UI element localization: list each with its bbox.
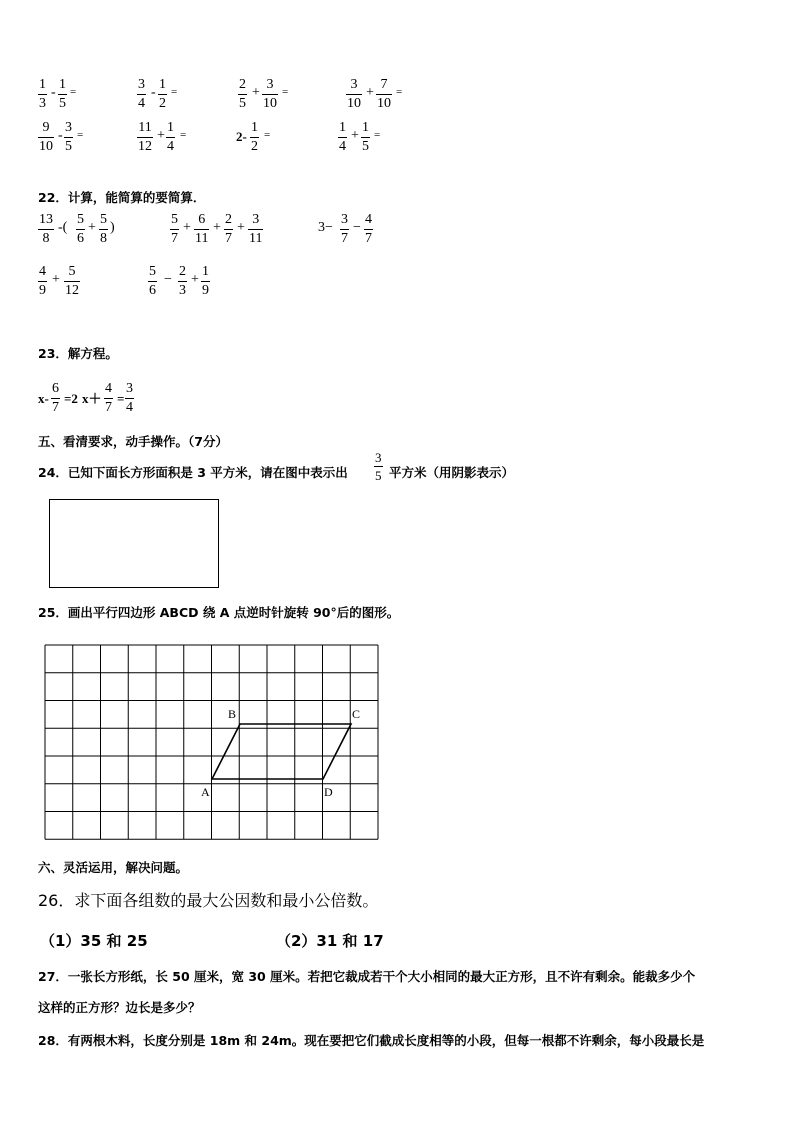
fraction: $\frac{3}{5}$ <box>375 450 382 483</box>
equals: = <box>70 86 77 98</box>
fraction: $\frac{5}{6}$ <box>77 212 84 246</box>
operator: + <box>183 220 191 235</box>
operator: + <box>351 128 359 143</box>
fraction: $\frac{5}{12}$ <box>65 264 79 298</box>
fraction: $\frac{6}{11}$ <box>195 212 209 246</box>
whole-number: 3− <box>318 220 333 235</box>
fraction: $\frac{3}{5}$ <box>65 120 72 154</box>
fraction: $\frac{1}{3}$ <box>39 77 46 111</box>
fraction: $\frac{3}{7}$ <box>341 212 348 246</box>
operator: − <box>164 272 172 287</box>
question-22-title: 22．计算，能简算的要简算． <box>38 190 206 205</box>
fraction: $\frac{3}{4}$ <box>126 381 133 415</box>
whole-number: 2- <box>236 129 247 144</box>
question-27-line-2: 这样的正方形？边长是多少？ <box>38 1000 201 1015</box>
vertex-label-b: B <box>228 707 237 721</box>
operator: + <box>88 220 96 235</box>
operator: + <box>237 220 245 235</box>
equals: = <box>282 86 289 98</box>
operator: − <box>353 220 361 235</box>
operator: + <box>191 272 199 287</box>
fraction: $\frac{1}{9}$ <box>202 264 209 298</box>
fraction: $\frac{3}{10}$ <box>263 77 277 111</box>
fraction: $\frac{5}{7}$ <box>171 212 178 246</box>
vertex-label-a: A <box>201 785 210 799</box>
fraction: $\frac{4}{7}$ <box>105 381 112 415</box>
fraction: $\frac{3}{10}$ <box>347 77 361 111</box>
fraction: $\frac{2}{7}$ <box>225 212 232 246</box>
fraction: $\frac{2}{5}$ <box>239 77 246 111</box>
fraction: $\frac{3}{11}$ <box>249 212 263 246</box>
question-28-line-1: 28．有两根木料，长度分别是 18m 和 24m。现在要把它们截成长度相等的小段，但每一根都不许剩余，每小段最长是 <box>38 1033 705 1048</box>
fraction: $\frac{1}{5}$ <box>59 77 66 111</box>
equals: = <box>396 86 403 98</box>
equation-term: x- <box>38 391 49 406</box>
equation-term: = <box>117 391 125 406</box>
equation-term: x＋ <box>82 391 102 406</box>
question-25-title: 25．画出平行四边形 ABCD 绕 A 点逆时针旋转 90°后的图形。 <box>38 605 400 620</box>
section-6-heading: 六、灵活运用，解决问题。 <box>38 860 189 875</box>
equals: = <box>77 129 84 141</box>
fraction: $\frac{1}{2}$ <box>159 77 166 111</box>
fraction: $\frac{13}{8}$ <box>39 212 53 246</box>
equals: = <box>180 129 187 141</box>
fraction: $\frac{5}{6}$ <box>149 264 156 298</box>
operator: + <box>252 85 260 100</box>
equals: = <box>171 86 178 98</box>
operator: + <box>157 128 165 143</box>
question-24-text: 24．已知下面长方形面积是 3 平方米，请在图中表示出 <box>38 465 348 480</box>
fraction: $\frac{1}{4}$ <box>339 120 346 154</box>
fraction: $\frac{4}{7}$ <box>365 212 372 246</box>
question-23-title: 23．解方程。 <box>38 346 118 361</box>
operator: - <box>151 85 156 100</box>
operator: - <box>58 128 63 143</box>
equation-term: =2 <box>64 391 78 406</box>
fraction: $\frac{11}{12}$ <box>138 120 152 154</box>
fraction: $\frac{1}{4}$ <box>167 120 174 154</box>
fraction: $\frac{2}{3}$ <box>179 264 186 298</box>
fraction: $\frac{6}{7}$ <box>52 381 59 415</box>
section-5-heading: 五、看清要求，动手操作。（7分） <box>38 434 228 449</box>
operator: ) <box>110 220 115 235</box>
operator: - <box>51 85 56 100</box>
question-27-line-1: 27．一张长方形纸，长 50 厘米，宽 30 厘米。若把它裁成若干个大小相同的最大正方形，且不许有剩余。能裁多少个 <box>38 969 696 984</box>
fraction: $\frac{5}{8}$ <box>100 212 107 246</box>
operator: + <box>213 220 221 235</box>
vertex-label-c: C <box>352 707 361 721</box>
fraction: $\frac{9}{10}$ <box>39 120 53 154</box>
fraction: $\frac{7}{10}$ <box>377 77 391 111</box>
question-26-title: 26．求下面各组数的最大公因数和最小公倍数。 <box>38 891 379 910</box>
parallelogram-abcd <box>212 724 351 779</box>
question-24-text-end: 平方米（用阴影表示） <box>389 465 515 480</box>
equals: = <box>264 129 271 141</box>
operator: + <box>366 85 374 100</box>
fraction: $\frac{1}{5}$ <box>362 120 369 154</box>
fraction: $\frac{3}{4}$ <box>138 77 145 111</box>
grid-lines <box>45 645 378 839</box>
equals: = <box>374 129 381 141</box>
vertex-label-d: D <box>324 785 333 799</box>
operator: + <box>52 272 60 287</box>
question-26-item-1: （1）35 和 25 <box>40 932 148 950</box>
operator: -( <box>58 220 68 235</box>
fraction: $\frac{4}{9}$ <box>39 264 46 298</box>
question-26-item-2: （2）31 和 17 <box>276 932 384 950</box>
fraction: $\frac{1}{2}$ <box>251 120 258 154</box>
